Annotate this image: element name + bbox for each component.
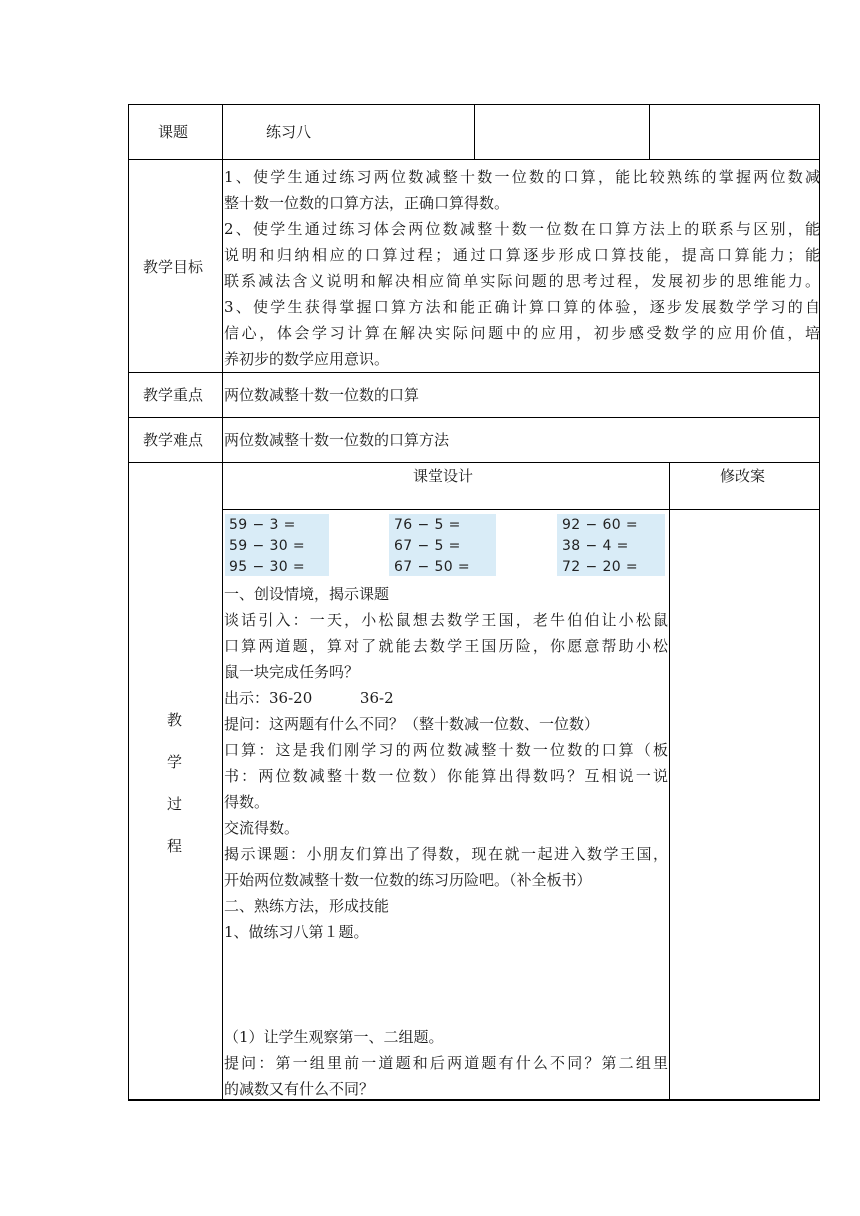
- process-line: 揭示课题：小朋友们算出了得数，现在就一起进入数学王国，: [224, 845, 668, 863]
- row-divider: [128, 462, 820, 463]
- math-problem: 92 − 60 =: [562, 517, 639, 533]
- math-problem: 59 − 30 =: [229, 538, 306, 554]
- difficult-point-value: 两位数减整十数一位数的口算方法: [224, 431, 450, 449]
- goals-line: 信心，体会学习计算在解决实际问题中的应用，初步感受数学的应用价值，培: [224, 324, 820, 342]
- process-line: 谈话引入：一天，小松鼠想去数学王国，老牛伯伯让小松鼠: [224, 611, 668, 629]
- process-line: 出示：36-20 36-2: [224, 689, 394, 707]
- key-point-value: 两位数减整十数一位数的口算: [224, 386, 420, 404]
- col-divider: [474, 104, 475, 159]
- subject-value: 练习八: [266, 123, 312, 141]
- process-line: 鼠一块完成任务吗？: [224, 663, 360, 681]
- process-line: 口算两道题，算对了就能去数学王国历险，你愿意帮助小松: [224, 637, 668, 655]
- key-point-label: 教学重点: [143, 386, 204, 404]
- goals-line: 说明和归纳相应的口算过程；通过口算逐步形成口算技能，提高口算能力；能: [224, 246, 820, 264]
- goals-line: 2、使学生通过练习体会两位数减整十数一位数在口算方法上的联系与区别，能: [224, 220, 820, 238]
- row-divider: [222, 509, 820, 510]
- process-line: 提问：这两题有什么不同？（整十数减一位数、一位数）: [224, 715, 600, 733]
- goals-line: 养初步的数学应用意识。: [224, 350, 390, 368]
- math-problem: 95 − 30 =: [229, 559, 306, 575]
- process-label-char: 过: [167, 795, 183, 813]
- process-line: 开始两位数减整十数一位数的练习历险吧。（补全板书）: [224, 871, 592, 889]
- goals-line: 1、使学生通过练习两位数减整十数一位数的口算，能比较熟练的掌握两位数减: [224, 168, 820, 186]
- col-divider: [649, 104, 650, 159]
- math-problem: 76 − 5 =: [394, 517, 461, 533]
- col-divider: [669, 462, 670, 1101]
- revision-header: 修改案: [720, 467, 766, 485]
- math-problem: 38 − 4 =: [562, 538, 629, 554]
- process-line: 得数。: [224, 793, 270, 811]
- goals-line: 联系减法含义说明和解决相应简单实际问题的思考过程，发展初步的思维能力。: [224, 272, 820, 290]
- process-line: （1）让学生观察第一、二组题。: [224, 1028, 444, 1046]
- goals-line: 整十数一位数的口算方法，正确口算得数。: [224, 194, 510, 212]
- subject-label: 课题: [158, 123, 189, 141]
- math-problem: 67 − 5 =: [394, 538, 461, 554]
- process-label-char: 学: [167, 753, 183, 771]
- process-line: 提问：第一组里前一道题和后两道题有什么不同？第二组里: [224, 1054, 668, 1072]
- process-line: 的减数又有什么不同？: [224, 1080, 375, 1098]
- section-heading: 一、创设情境，揭示课题: [224, 585, 390, 603]
- process-line: 口算：这是我们刚学习的两位数减整十数一位数的口算（板: [224, 741, 668, 759]
- process-line: 1、做练习八第１题。: [224, 923, 369, 941]
- process-line: 交流得数。: [224, 819, 300, 837]
- goals-label: 教学目标: [143, 258, 204, 276]
- col-divider: [222, 104, 223, 1101]
- row-divider: [128, 159, 820, 160]
- goals-line: 3、使学生获得掌握口算方法和能正确计算口算的体验，逐步发展数学学习的自: [224, 298, 820, 316]
- section-heading: 二、熟练方法，形成技能: [224, 897, 390, 915]
- math-problem: 67 − 50 =: [394, 559, 471, 575]
- row-divider: [128, 372, 820, 373]
- difficult-point-label: 教学难点: [143, 431, 204, 449]
- process-label-char: 教: [167, 711, 183, 729]
- process-label-char: 程: [167, 837, 183, 855]
- row-divider: [128, 417, 820, 418]
- process-line: 书：两位数减整十数一位数）你能算出得数吗？互相说一说: [224, 767, 668, 785]
- math-problem: 72 − 20 =: [562, 559, 639, 575]
- design-header: 课堂设计: [413, 467, 474, 485]
- math-problem: 59 − 3 =: [229, 517, 296, 533]
